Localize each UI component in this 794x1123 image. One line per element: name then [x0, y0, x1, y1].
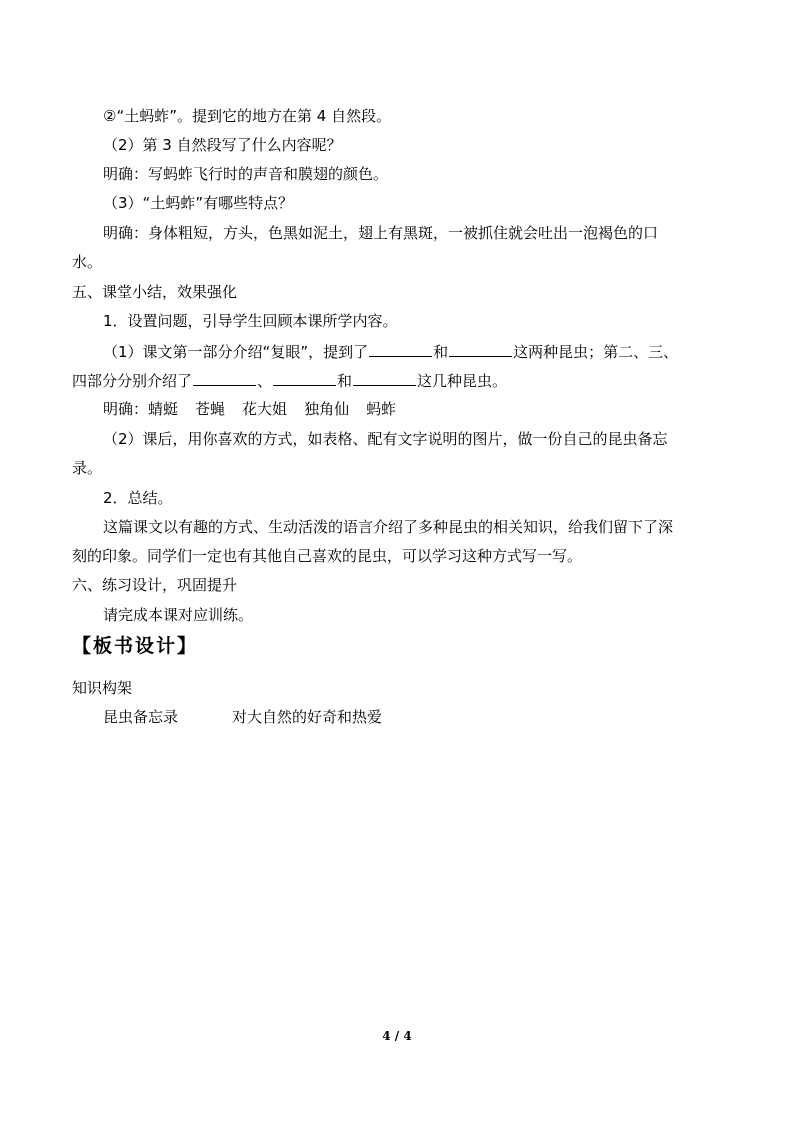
answer-item: 苍蝇 [195, 400, 226, 418]
paragraph-line-cont: 录。 [72, 459, 103, 477]
fill-blank-line [72, 370, 507, 391]
board-left-item: 昆虫备忘录 [103, 708, 179, 726]
board-design-heading: 【板书设计】 [72, 635, 199, 657]
answer-item: 蜻蜓 [148, 400, 179, 418]
section-heading-6: 六、练习设计，巩固提升 [72, 576, 238, 594]
answer-item: 独角仙 [304, 400, 350, 418]
page-number: 4 / 4 [382, 1029, 412, 1043]
fill-blank-line [103, 341, 678, 362]
question-line: （2）第 3 自然段写了什么内容呢？ [103, 136, 342, 154]
text-segment: 这几种昆虫。 [417, 372, 508, 390]
section-heading-5: 五、课堂小结，效果强化 [72, 283, 238, 301]
paragraph-line-cont: 刻的印象。同学们一定也有其他自己喜欢的昆虫，可以学习这种方式写一写。 [72, 547, 583, 565]
paragraph-line: ②“土蚂蚱”。提到它的地方在第 4 自然段。 [103, 107, 392, 125]
text-segment: 这两种昆虫；第二、三、 [513, 343, 679, 361]
text-segment: 、 [257, 372, 273, 390]
answer-line: 明确：身体粗短，方头，色黑如泥土，翅上有黑斑，一被抓住就会吐出一泡褐色的口 [103, 224, 659, 242]
paragraph-line: 请完成本课对应训练。 [103, 606, 254, 624]
board-right-item: 对大自然的好奇和热爱 [232, 708, 383, 726]
answer-line [103, 399, 396, 419]
blank-field [273, 370, 336, 386]
paragraph-line: 2．总结。 [103, 489, 173, 507]
answer-item: 花大姐 [242, 400, 288, 418]
text-segment: 和 [337, 372, 353, 390]
blank-field [369, 341, 432, 357]
blank-field [449, 341, 512, 357]
answer-label: 明确： [103, 400, 149, 418]
answer-line: 明确：写蚂蚱飞行时的声音和膜翅的颜色。 [103, 165, 389, 183]
framework-label: 知识构架 [72, 679, 133, 697]
text-segment: 四部分分别介绍了 [72, 372, 193, 390]
answer-line-cont: 水。 [72, 253, 103, 271]
text-segment: （1）课文第一部分介绍“复眼”，提到了 [103, 343, 369, 361]
blank-field [353, 370, 416, 386]
blank-field [193, 370, 256, 386]
text-segment: 和 [433, 343, 449, 361]
question-line: （3）“土蚂蚱”有哪些特点？ [103, 194, 294, 212]
paragraph-line: 1．设置问题，引导学生回顾本课所学内容。 [103, 312, 398, 330]
paragraph-line: （2）课后，用你喜欢的方式，如表格、配有文字说明的图片，做一份自己的昆虫备忘 [103, 430, 668, 448]
answer-item: 蚂蚱 [366, 400, 397, 418]
paragraph-line: 这篇课文以有趣的方式、生动活泼的语言介绍了多种昆虫的相关知识，给我们留下了深 [103, 518, 674, 536]
